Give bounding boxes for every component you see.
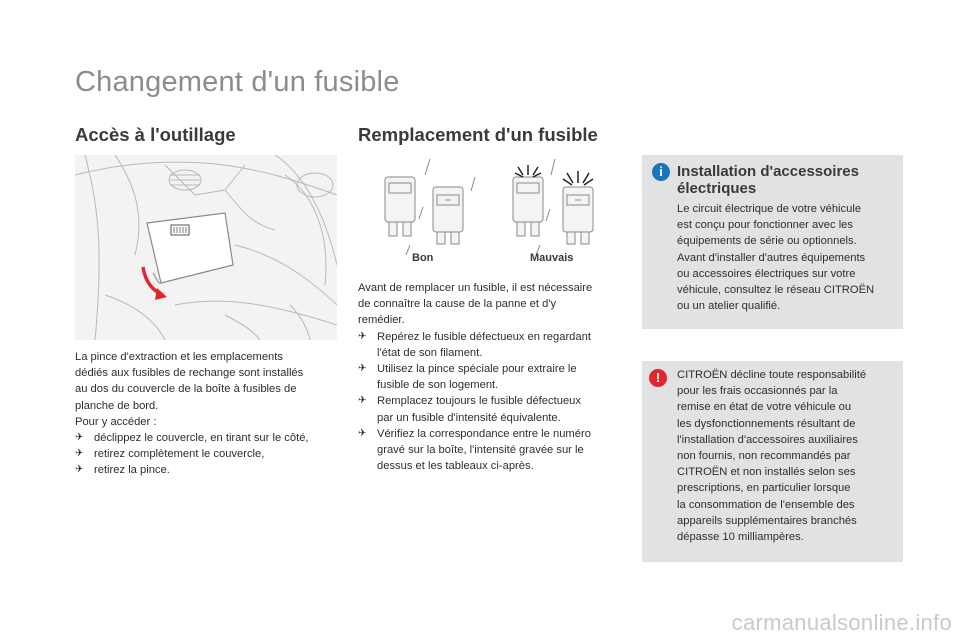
text-line: La pince d'extraction et les emplacements xyxy=(75,351,283,363)
warning-box xyxy=(642,361,903,562)
text-line: dédiés aux fusibles de rechange sont installés xyxy=(75,367,304,380)
warning-box-text: CITROËN décline toute responsabilité pour les frais occasionnés par la remise en état de votre véhicule ou les dysfonctionnements résultant de l'installation d'accessoires auxiliaires non fournis, non recommandés par CITROËN et non installés selon ses prescriptions, en particulier lorsque la consommation de l'ensemble des appareils supplémentaires branchés dépasse 10 milliampères. xyxy=(677,369,867,544)
flag-icon: ✈ xyxy=(358,427,367,439)
text-line: remédier. xyxy=(358,314,405,327)
heading-tool-access: Accès à l'outillage xyxy=(75,124,236,145)
text-line: planche de bord. xyxy=(75,399,159,412)
heading-fuse-replacement: Remplacement d'un fusible xyxy=(358,124,598,145)
fuse-replacement-steps xyxy=(358,329,626,475)
flag-icon: ✈ xyxy=(358,395,367,407)
flag-icon: ✈ xyxy=(75,432,84,444)
flag-icon: ✈ xyxy=(75,448,84,460)
list-item: ✈ retirez la pince. xyxy=(75,462,345,478)
flag-icon: ✈ xyxy=(358,363,367,375)
fuse-replacement-text xyxy=(358,280,626,474)
fuse-label-good: Bon xyxy=(412,252,434,264)
info-box-text: Le circuit électrique de votre véhicule est conçu pour fonctionner avec les équipements de série ou optionnels. Avant d'installer d'autres équipements ou accessoires électriques sur votre véhicule, consultez le réseau CITROËN ou un atelier qualifié. xyxy=(677,203,875,313)
warning-icon: ! xyxy=(649,369,667,387)
watermark: carmanualsonline.info xyxy=(731,610,952,635)
list-item: ✈ déclippez le couvercle, en tirant sur le côté, xyxy=(75,430,345,446)
text-line: Pour y accéder : xyxy=(75,415,157,428)
info-box-title: Installation d'accessoires électriques xyxy=(677,163,859,197)
flag-icon: ✈ xyxy=(75,464,84,476)
fuse-comparison-illustration xyxy=(375,157,605,257)
tool-access-text xyxy=(75,349,345,479)
flag-icon: ✈ xyxy=(358,330,367,342)
info-box xyxy=(642,155,903,329)
list-item: ✈ Utilisez la pince spéciale pour extraire le fusible de son logement. xyxy=(358,363,577,392)
text-line: au dos du couvercle de la boîte à fusibles de xyxy=(75,383,297,396)
list-item: ✈ Vérifiez la correspondance entre le numéro gravé sur la boîte, l'intensité gravée sur le dessus et les tableaux ci-après. xyxy=(358,427,591,473)
text-line: Avant de remplacer un fusible, il est nécessaire xyxy=(358,282,593,294)
list-item: ✈ Remplacez toujours le fusible défectueux par un fusible d'intensité équivalente. xyxy=(358,395,581,424)
list-item: ✈ retirez complètement le couvercle, xyxy=(75,446,345,462)
fuse-label-bad: Mauvais xyxy=(530,252,574,264)
text-line: de connaître la cause de la panne et d'y xyxy=(358,298,557,311)
info-icon: i xyxy=(652,163,670,181)
page-title: Changement d'un fusible xyxy=(75,66,400,98)
list-item: ✈ Repérez le fusible défectueux en regardant l'état de son filament. xyxy=(358,330,591,359)
fuse-box-cover-illustration xyxy=(75,155,337,340)
tool-access-steps xyxy=(75,430,345,479)
